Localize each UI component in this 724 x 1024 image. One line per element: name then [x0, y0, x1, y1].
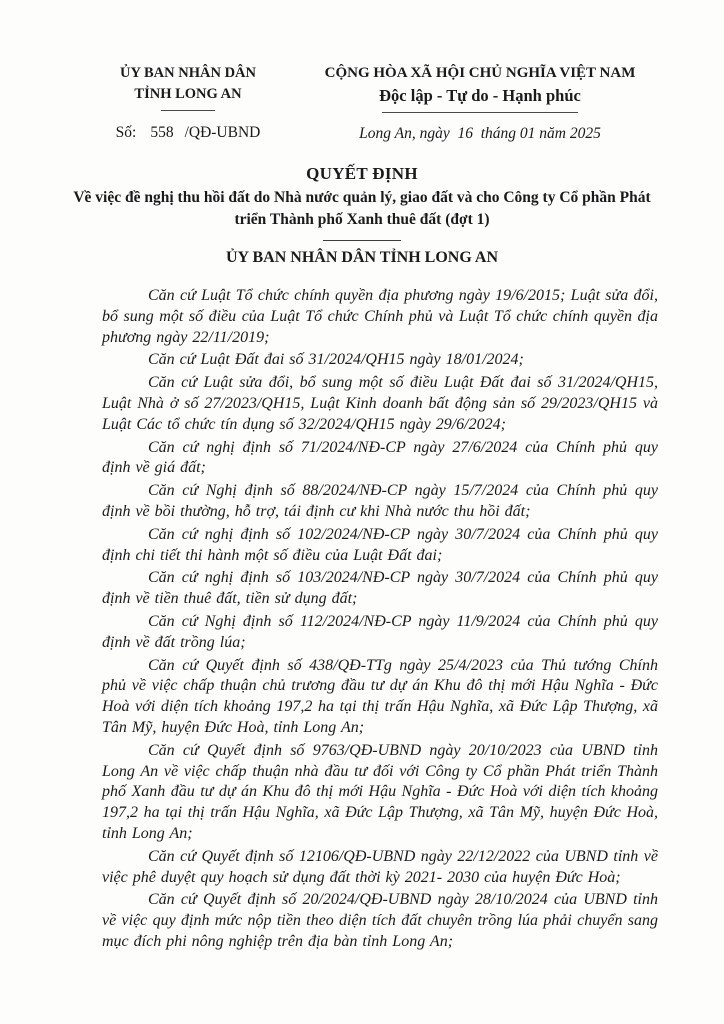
title-divider-line — [323, 240, 401, 241]
document-number-suffix: /QĐ-UBND — [184, 124, 261, 141]
legal-basis-paragraph: Căn cứ Quyết định số 12106/QĐ-UBND ngày 22/12/2022 của UBND tỉnh về việc phê duyệt quy hoạch sử dụng đất thời kỳ 2021- 2030 của huyện Đức Hoà; — [102, 847, 658, 886]
national-title: CỘNG HÒA XÃ HỘI CHỦ NGHĨA VIỆT NAM — [324, 65, 636, 81]
national-motto: Độc lập - Tự do - Hạnh phúc — [379, 86, 581, 105]
document-number — [78, 123, 298, 143]
legal-basis-paragraph: Căn cứ Nghị định số 88/2024/NĐ-CP ngày 15/7/2024 của Chính phủ quy định về bồi thường, hỗ trợ, tái định cư khi Nhà nước thu hồi đất; — [102, 482, 658, 520]
issuing-authority-block — [78, 63, 298, 143]
legal-basis-paragraph: Căn cứ Quyết định số 20/2024/QĐ-UBND ngày 28/10/2024 của UBND tỉnh về việc quy định mức nộp tiền theo diện tích đất chuyên trồng lúa phải chuyển sang mục đích phi nông nghiệp trên địa bàn tỉnh Long An; — [102, 891, 658, 950]
document-type-heading: QUYẾT ĐỊNH — [306, 164, 418, 183]
legal-basis-paragraph: Căn cứ nghị định số 103/2024/NĐ-CP ngày 30/7/2024 của Chính phủ quy định về tiền thuê đất, tiền sử dụng đất; — [102, 569, 658, 608]
document-subject: Về việc đề nghị thu hồi đất do Nhà nước quản lý, giao đất và cho Công ty Cổ phần Phát triển Thành phố Xanh thuê đất (đợt 1) — [73, 189, 651, 228]
motto-underline — [382, 112, 578, 113]
legal-basis-paragraph: Căn cứ Luật sửa đổi, bổ sung một số điều Luật Đất đai số 31/2024/QH15, Luật Nhà ở số 27/2023/QH15, Luật Kinh doanh bất động sản số 29/2023/QH15 và Luật Các tổ chức tín dụng số 32/2024/QH15 ngày 29/6/2024; — [102, 374, 658, 433]
national-header-block — [312, 63, 648, 144]
authority-underline — [161, 110, 215, 111]
legal-basis-paragraph: Căn cứ nghị định số 102/2024/NĐ-CP ngày 30/7/2024 của Chính phủ quy định chi tiết thi hành một số điều của Luật Đất đai; — [102, 525, 658, 564]
document-number-value: 558 — [150, 124, 174, 141]
legal-basis-paragraph: Căn cứ Nghị định số 112/2024/NĐ-CP ngày 11/9/2024 của Chính phủ quy định về đất trồng lúa; — [102, 612, 658, 651]
title-section — [0, 163, 724, 269]
legal-basis-paragraph: Căn cứ Luật Tổ chức chính quyền địa phương ngày 19/6/2015; Luật sửa đổi, bổ sung một số điều của Luật Tổ chức Chính phủ và Luật Tổ chức chính quyền địa phương ngày 22/11/2019; — [102, 287, 658, 346]
legal-basis-paragraph: Căn cứ Quyết định số 9763/QĐ-UBND ngày 20/10/2023 của UBND tỉnh Long An về việc chấp thuận nhà đầu tư đối với Công ty Cổ phần Phát triển Thành phố Xanh đầu tư dự án Khu đô thị mới Hậu Nghĩa - Đức Hoà với diện tích khoảng 197,2 ha tại thị trấn Hậu Nghĩa, xã Đức Lập Thượng, xã Tân Mỹ, huyện Đức Hoà, tỉnh Long An; — [102, 741, 658, 842]
issuing-authority-line2: TỈNH LONG AN — [134, 86, 242, 102]
issuing-authority-line1: ỦY BAN NHÂN DÂN — [119, 65, 256, 81]
document-number-label: Số: — [115, 124, 137, 141]
legal-basis-paragraph: Căn cứ Quyết định số 438/QĐ-TTg ngày 25/4/2023 của Thủ tướng Chính phủ về việc chấp thuận chủ trương đầu tư dự án Khu đô thị mới Hậu Nghĩa - Đức Hoà với diện tích khoảng 197,2 ha tại thị trấn Hậu Nghĩa, xã Đức Lập Thượng, xã Tân Mỹ, huyện Đức Hoà, tỉnh Long An; — [102, 656, 658, 736]
issuer-heading: ỦY BAN NHÂN DÂN TỈNH LONG AN — [225, 249, 499, 266]
legal-basis-paragraph: Căn cứ nghị định số 71/2024/NĐ-CP ngày 27/6/2024 của Chính phủ quy định về giá đất; — [102, 438, 658, 477]
legal-basis-paragraph: Căn cứ Luật Đất đai số 31/2024/QH15 ngày 18/01/2024; — [148, 351, 524, 369]
legal-basis-section — [102, 286, 658, 955]
place-and-date: Long An, ngày 16 tháng 01 năm 2025 — [359, 125, 601, 142]
